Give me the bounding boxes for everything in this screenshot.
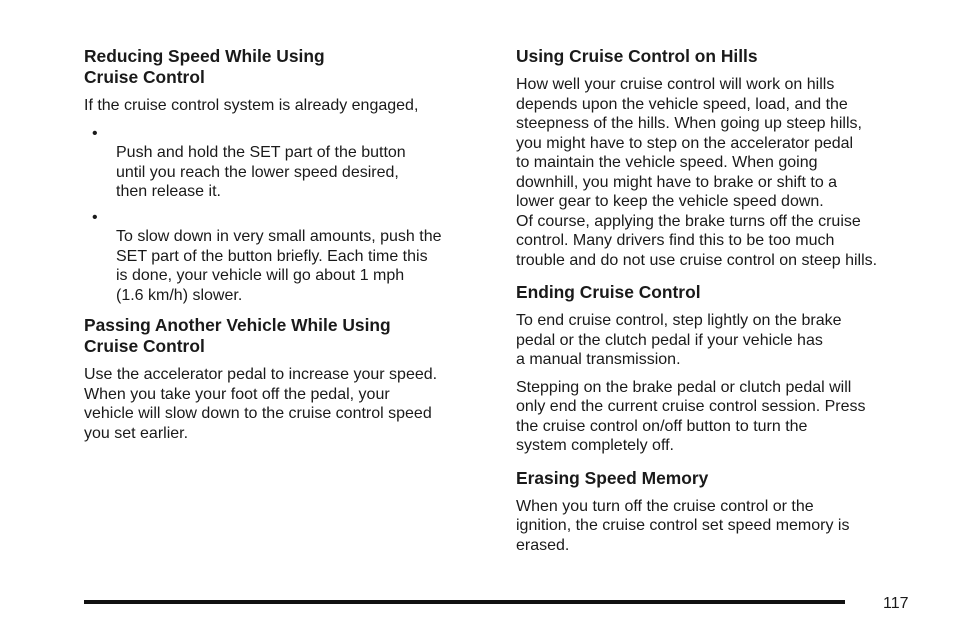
footer-rule xyxy=(84,600,845,604)
page-number: 117 xyxy=(883,595,909,612)
list-item xyxy=(84,208,494,306)
ending-text-1: To end cruise control, step lightly on the brake pedal or the clutch pedal if your vehicle has a manual transmission. xyxy=(516,312,842,368)
ending-text-2: Stepping on the brake pedal or clutch pedal will only end the current cruise control session. Press the cruise control on/off button to turn the system completely off. xyxy=(516,378,866,454)
section-heading-passing-vehicle: Passing Another Vehicle While Using Cruise Control xyxy=(84,315,391,356)
bullet-icon: • xyxy=(92,124,98,142)
reducing-speed-bullet-list xyxy=(84,124,494,306)
list-item-text: Push and hold the SET part of the button until you reach the lower speed desired, then release it. xyxy=(116,144,406,200)
list-item-text: To slow down in very small amounts, push the SET part of the button briefly. Each time this is done, your vehicle will go about 1 mph (1.6 km/h) slower. xyxy=(116,228,442,304)
reducing-speed-intro: If the cruise control system is already engaged, xyxy=(84,97,419,114)
section-heading-erasing: Erasing Speed Memory xyxy=(516,467,709,488)
list-item xyxy=(84,124,494,202)
bullet-icon: • xyxy=(92,208,98,226)
section-heading-reducing-speed: Reducing Speed While Using Cruise Control xyxy=(84,46,325,87)
left-column xyxy=(84,46,494,451)
section-heading-hills: Using Cruise Control on Hills xyxy=(516,46,758,66)
passing-vehicle-text: Use the accelerator pedal to increase your speed. When you take your foot off the pedal, your vehicle will slow down to the cruise control speed you set earlier. xyxy=(84,366,438,442)
erasing-text: When you turn off the cruise control or the ignition, the cruise control set speed memory is erased. xyxy=(516,497,850,554)
right-column xyxy=(516,46,926,563)
hills-text: How well your cruise control will work on hills depends upon the vehicle speed, load, and the steepness of the hills. When going up steep hills, you might have to step on the accelerator pedal to maintain the vehicle speed. When going downhill, you might have to brake or shift to a lower gear to keep the vehicle speed down. Of course, applying the brake turns off the cruise control. Many drivers find this to be too much trouble and do not use cruise control on steep hills. xyxy=(516,76,878,269)
section-heading-ending: Ending Cruise Control xyxy=(516,282,701,302)
